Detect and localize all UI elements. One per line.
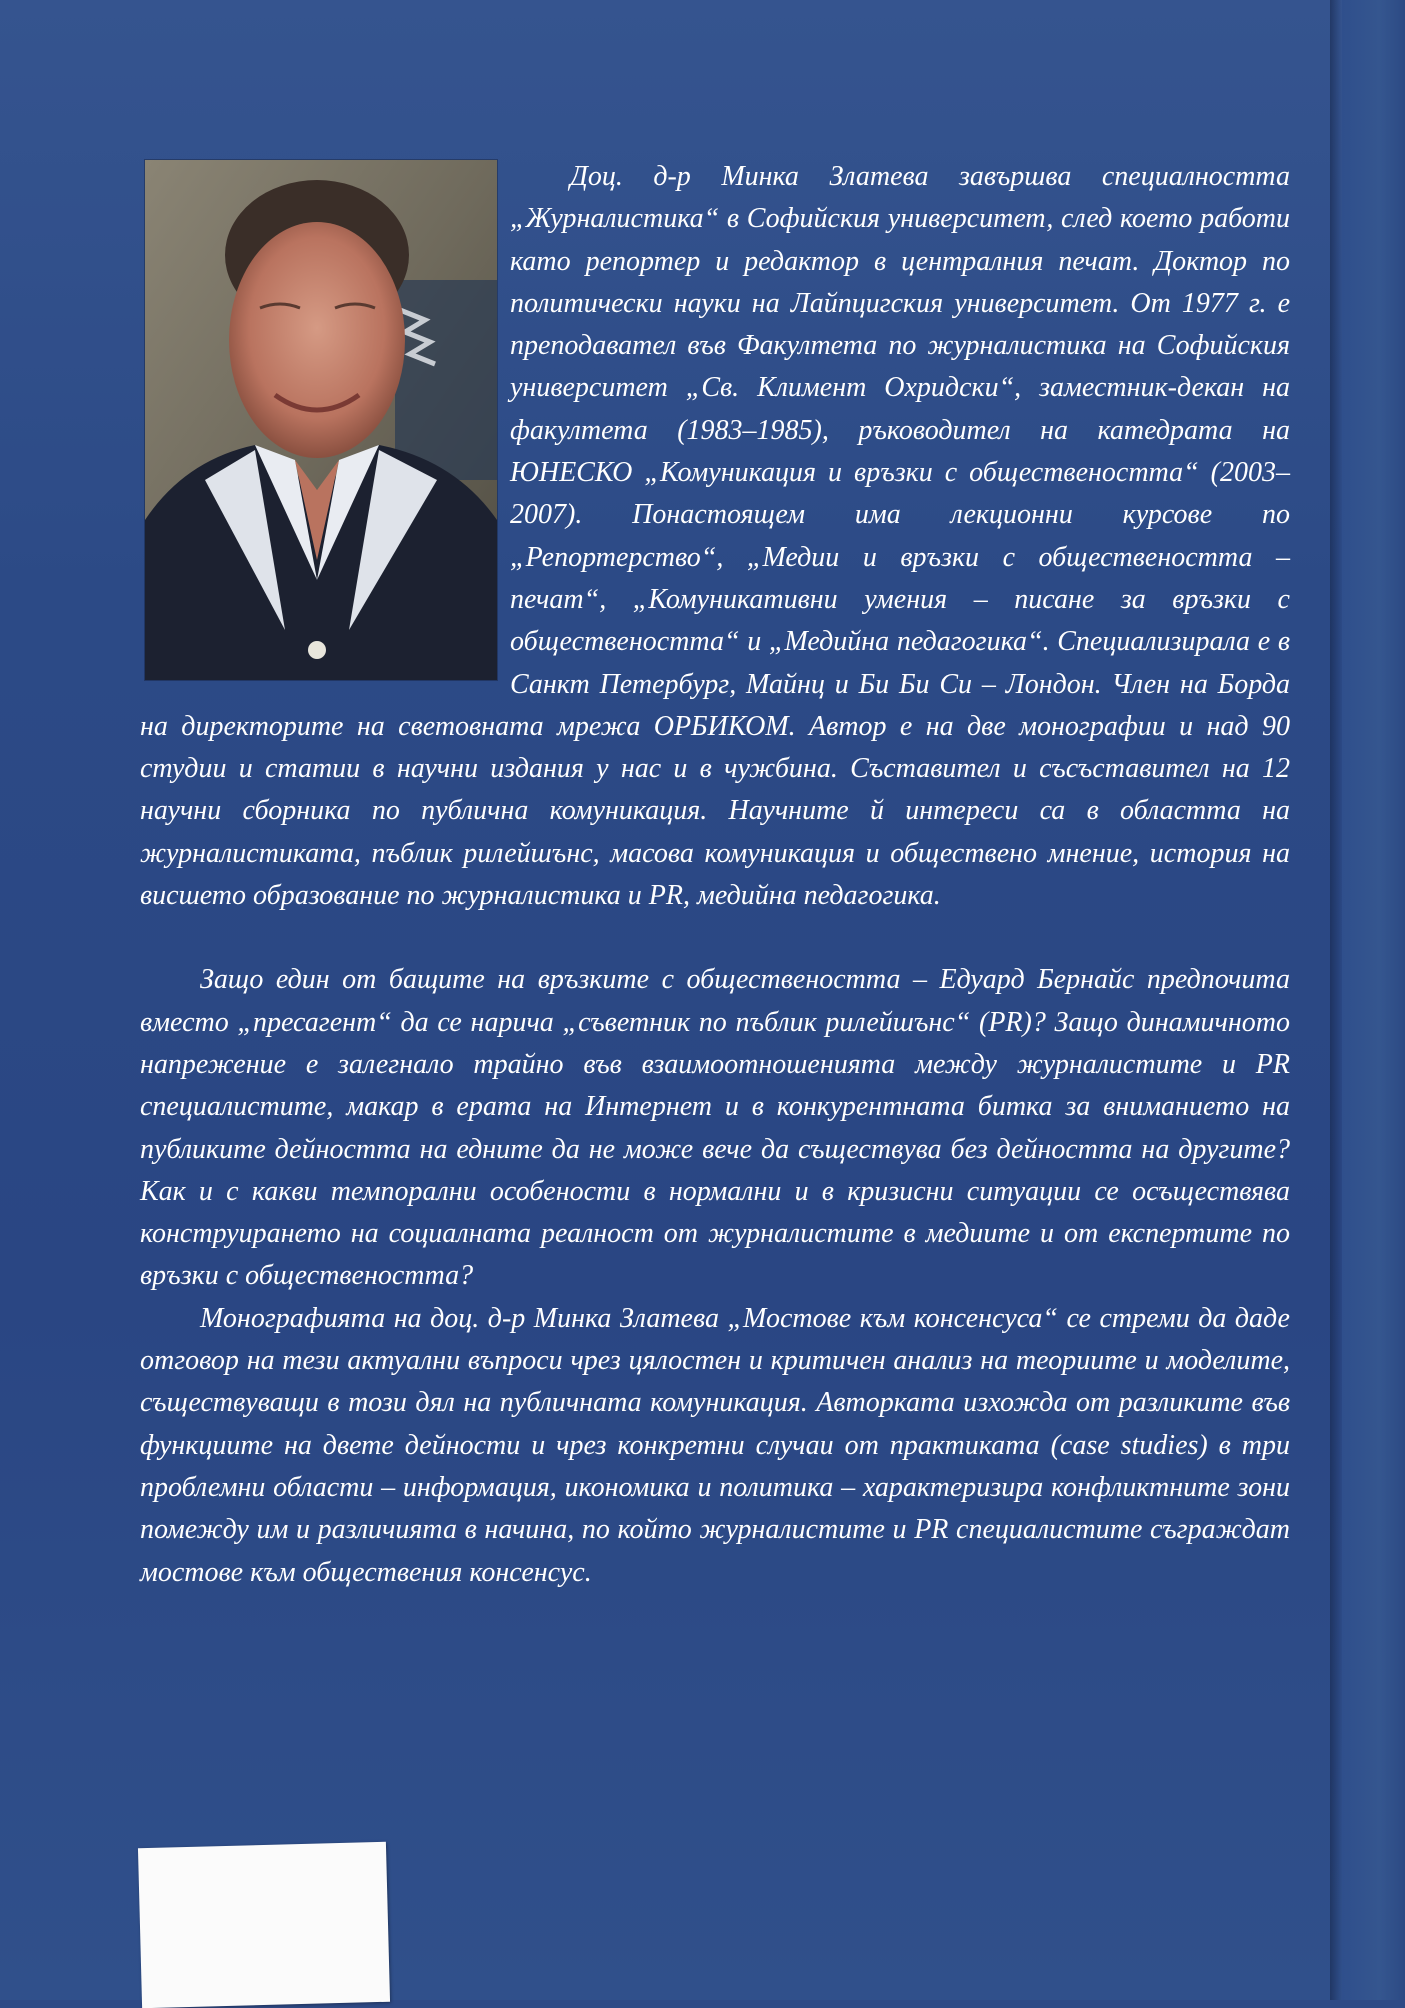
book-summary-paragraph: Монографията на доц. д-р Минка Златева „Мостове към консенсуса“ се стреми да даде отговор на тези актуални въпроси чрез цялостен и критичен анализ на теориите и моделите, съществуващи в този дял на публичната комуникация. Авторката изхожда от разликите във функциите на двете дейности и чрез конкретни случаи от практиката (case studies) в три проблемни области – информация, икономика и политика – характеризира конфликтните зони помежду им и различията в начина, по който журналистите и PR специалистите съграждат мостове към обществения консенсус. — [140, 1302, 1290, 1588]
photo-float-space — [140, 156, 510, 694]
book-spine-edge — [1342, 0, 1405, 2000]
back-cover-text — [140, 156, 1290, 1594]
spine-shadow — [1330, 0, 1342, 2000]
white-sticker-label — [138, 1842, 390, 2008]
book-questions-paragraph: Защо един от бащите на връзките с обществеността – Едуард Бернайс предпочита вместо „пресагент“ да се нарича „съветник по пъблик рилейшънс“ (PR)? Защо динамичното напрежение е залегнало трайно във взаимоотношенията между журналистите и PR специалистите, макар в ерата на Интернет и в конкурентната битка за вниманието на публиките дейността на едните да не може вече да съществува без дейността на другите? Как и с какви темпорални особености в нормални и в кризисни ситуации се осъществява конструирането на социалната реалност от журналистите в медиите и от експертите по връзки с обществеността? — [140, 964, 1290, 1292]
author-bio: Доц. д-р Минка Златева завършва специалността „Журналистика“ в Софийския университет, след което работи като репортер и редактор в централния печат. Доктор по политически науки на Лайпцигския университет. От 1977 г. е преподавател във Факултета по журналистика на Софийския университет „Св. Климент Охридски“, заместник-декан на факултета (1983–1985), ръководител на катедрата на ЮНЕСКО „Комуникация и връзки с обществеността“ (2003–2007). Понастоящем има лекционни курсове по „Репортерство“, „Медии и връзки с обществеността – печат“, „Комуникативни умения – писане за връзки с обществеността“ и „Медийна педагогика“. Специализирала е в Санкт Петербург, Майнц и Би Би Си – Лондон. Член на Борда на директорите на световната мрежа ОРБИКОМ. Автор е на две монографии и над 90 студии и статии в научни издания у нас и в чужбина. Съставител и съсъставител на 12 научни сборника по публична комуникация. Научните й интереси са в областта на журналистиката, пъблик рилейшънс, масова комуникация и обществено мнение, история на висшето образование по журналистика и PR, медийна педагогика. — [140, 161, 1290, 912]
